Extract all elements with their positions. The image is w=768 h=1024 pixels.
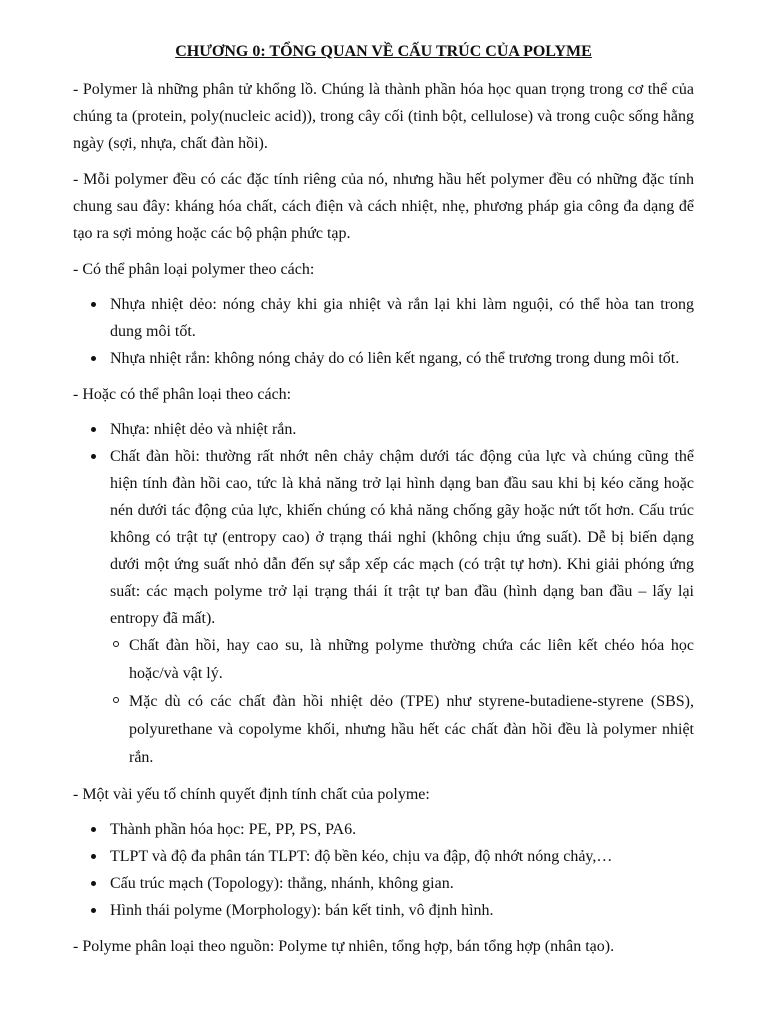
list-item: Cấu trúc mạch (Topology): thẳng, nhánh, không gian. (110, 870, 694, 897)
sublist-item: Chất đàn hồi, hay cao su, là những polyme thường chứa các liên kết chéo hóa học hoặc/và vật lý. (129, 632, 694, 688)
paragraph-properties: - Mỗi polymer đều có các đặc tính riêng của nó, nhưng hầu hết polymer đều có những đặc tính chung sau đây: kháng hóa chất, cách điện và cách nhiệt, nhẹ, phương pháp gia công đa dạng để tạo ra sợi mỏng hoặc các bộ phận phức tạp. (73, 171, 694, 242)
classification-list-2 (73, 416, 694, 772)
list-item: Nhựa: nhiệt dẻo và nhiệt rắn. (110, 416, 694, 443)
paragraph-intro: - Polymer là những phân tử khổng lồ. Chúng là thành phần hóa học quan trọng trong cơ thể của chúng ta (protein, poly(nucleic acid)), trong cây cối (tinh bột, cellulose) và trong cuộc sống hằng ngày (sợi, nhựa, chất đàn hồi). (73, 81, 694, 152)
chapter-title: CHƯƠNG 0: TỔNG QUAN VỀ CẤU TRÚC CỦA POLYME (175, 43, 592, 60)
elastomer-sublist (110, 632, 694, 772)
factors-list (73, 816, 694, 924)
paragraph-sources: - Polyme phân loại theo nguồn: Polyme tự nhiên, tổng hợp, bán tổng hợp (nhân tạo). (73, 938, 615, 955)
list-item: Thành phần hóa học: PE, PP, PS, PA6. (110, 816, 694, 843)
list-item: TLPT và độ đa phân tán TLPT: độ bền kéo, chịu va đập, độ nhớt nóng chảy,… (110, 843, 694, 870)
list-item-elastomer (110, 443, 694, 772)
classification-list-1 (73, 291, 694, 372)
paragraph-classification-1: - Có thể phân loại polymer theo cách: (73, 261, 315, 278)
list-item: Hình thái polyme (Morphology): bán kết tinh, vô định hình. (110, 897, 694, 924)
list-item-text: Chất đàn hồi: thường rất nhớt nên chảy chậm dưới tác động của lực và chúng cũng thể hiện tính đàn hồi cao, tức là khả năng trở lại hình dạng ban đầu sau khi bị kéo căng hoặc nén dưới tác động của lực, khiến chúng có khả năng chống gãy hoặc nứt tốt hơn. Cấu trúc không có trật tự (entropy cao) ở trạng thái nghỉ (không chịu ứng suất). Dễ bị biến dạng dưới một ứng suất nhỏ dẫn đến sự sắp xếp các mạch (có trật tự hơn). Khi giải phóng ứng suất: các mạch polyme trở lại trạng thái ít trật tự ban đầu (hình dạng ban đầu – lấy lại entropy đã mất). (110, 448, 694, 627)
sublist-item: Mặc dù có các chất đàn hồi nhiệt dẻo (TPE) như styrene-butadiene-styrene (SBS), polyurethane và copolyme khối, nhưng hầu hết các chất đàn hồi đều là polymer nhiệt rắn. (129, 688, 694, 772)
list-item: Nhựa nhiệt dẻo: nóng chảy khi gia nhiệt và rắn lại khi làm nguội, có thể hòa tan trong dung môi tốt. (110, 291, 694, 345)
list-item: Nhựa nhiệt rắn: không nóng chảy do có liên kết ngang, có thể trương trong dung môi tốt. (110, 345, 694, 372)
paragraph-factors: - Một vài yếu tố chính quyết định tính chất của polyme: (73, 786, 430, 803)
paragraph-classification-2: - Hoặc có thể phân loại theo cách: (73, 386, 292, 403)
